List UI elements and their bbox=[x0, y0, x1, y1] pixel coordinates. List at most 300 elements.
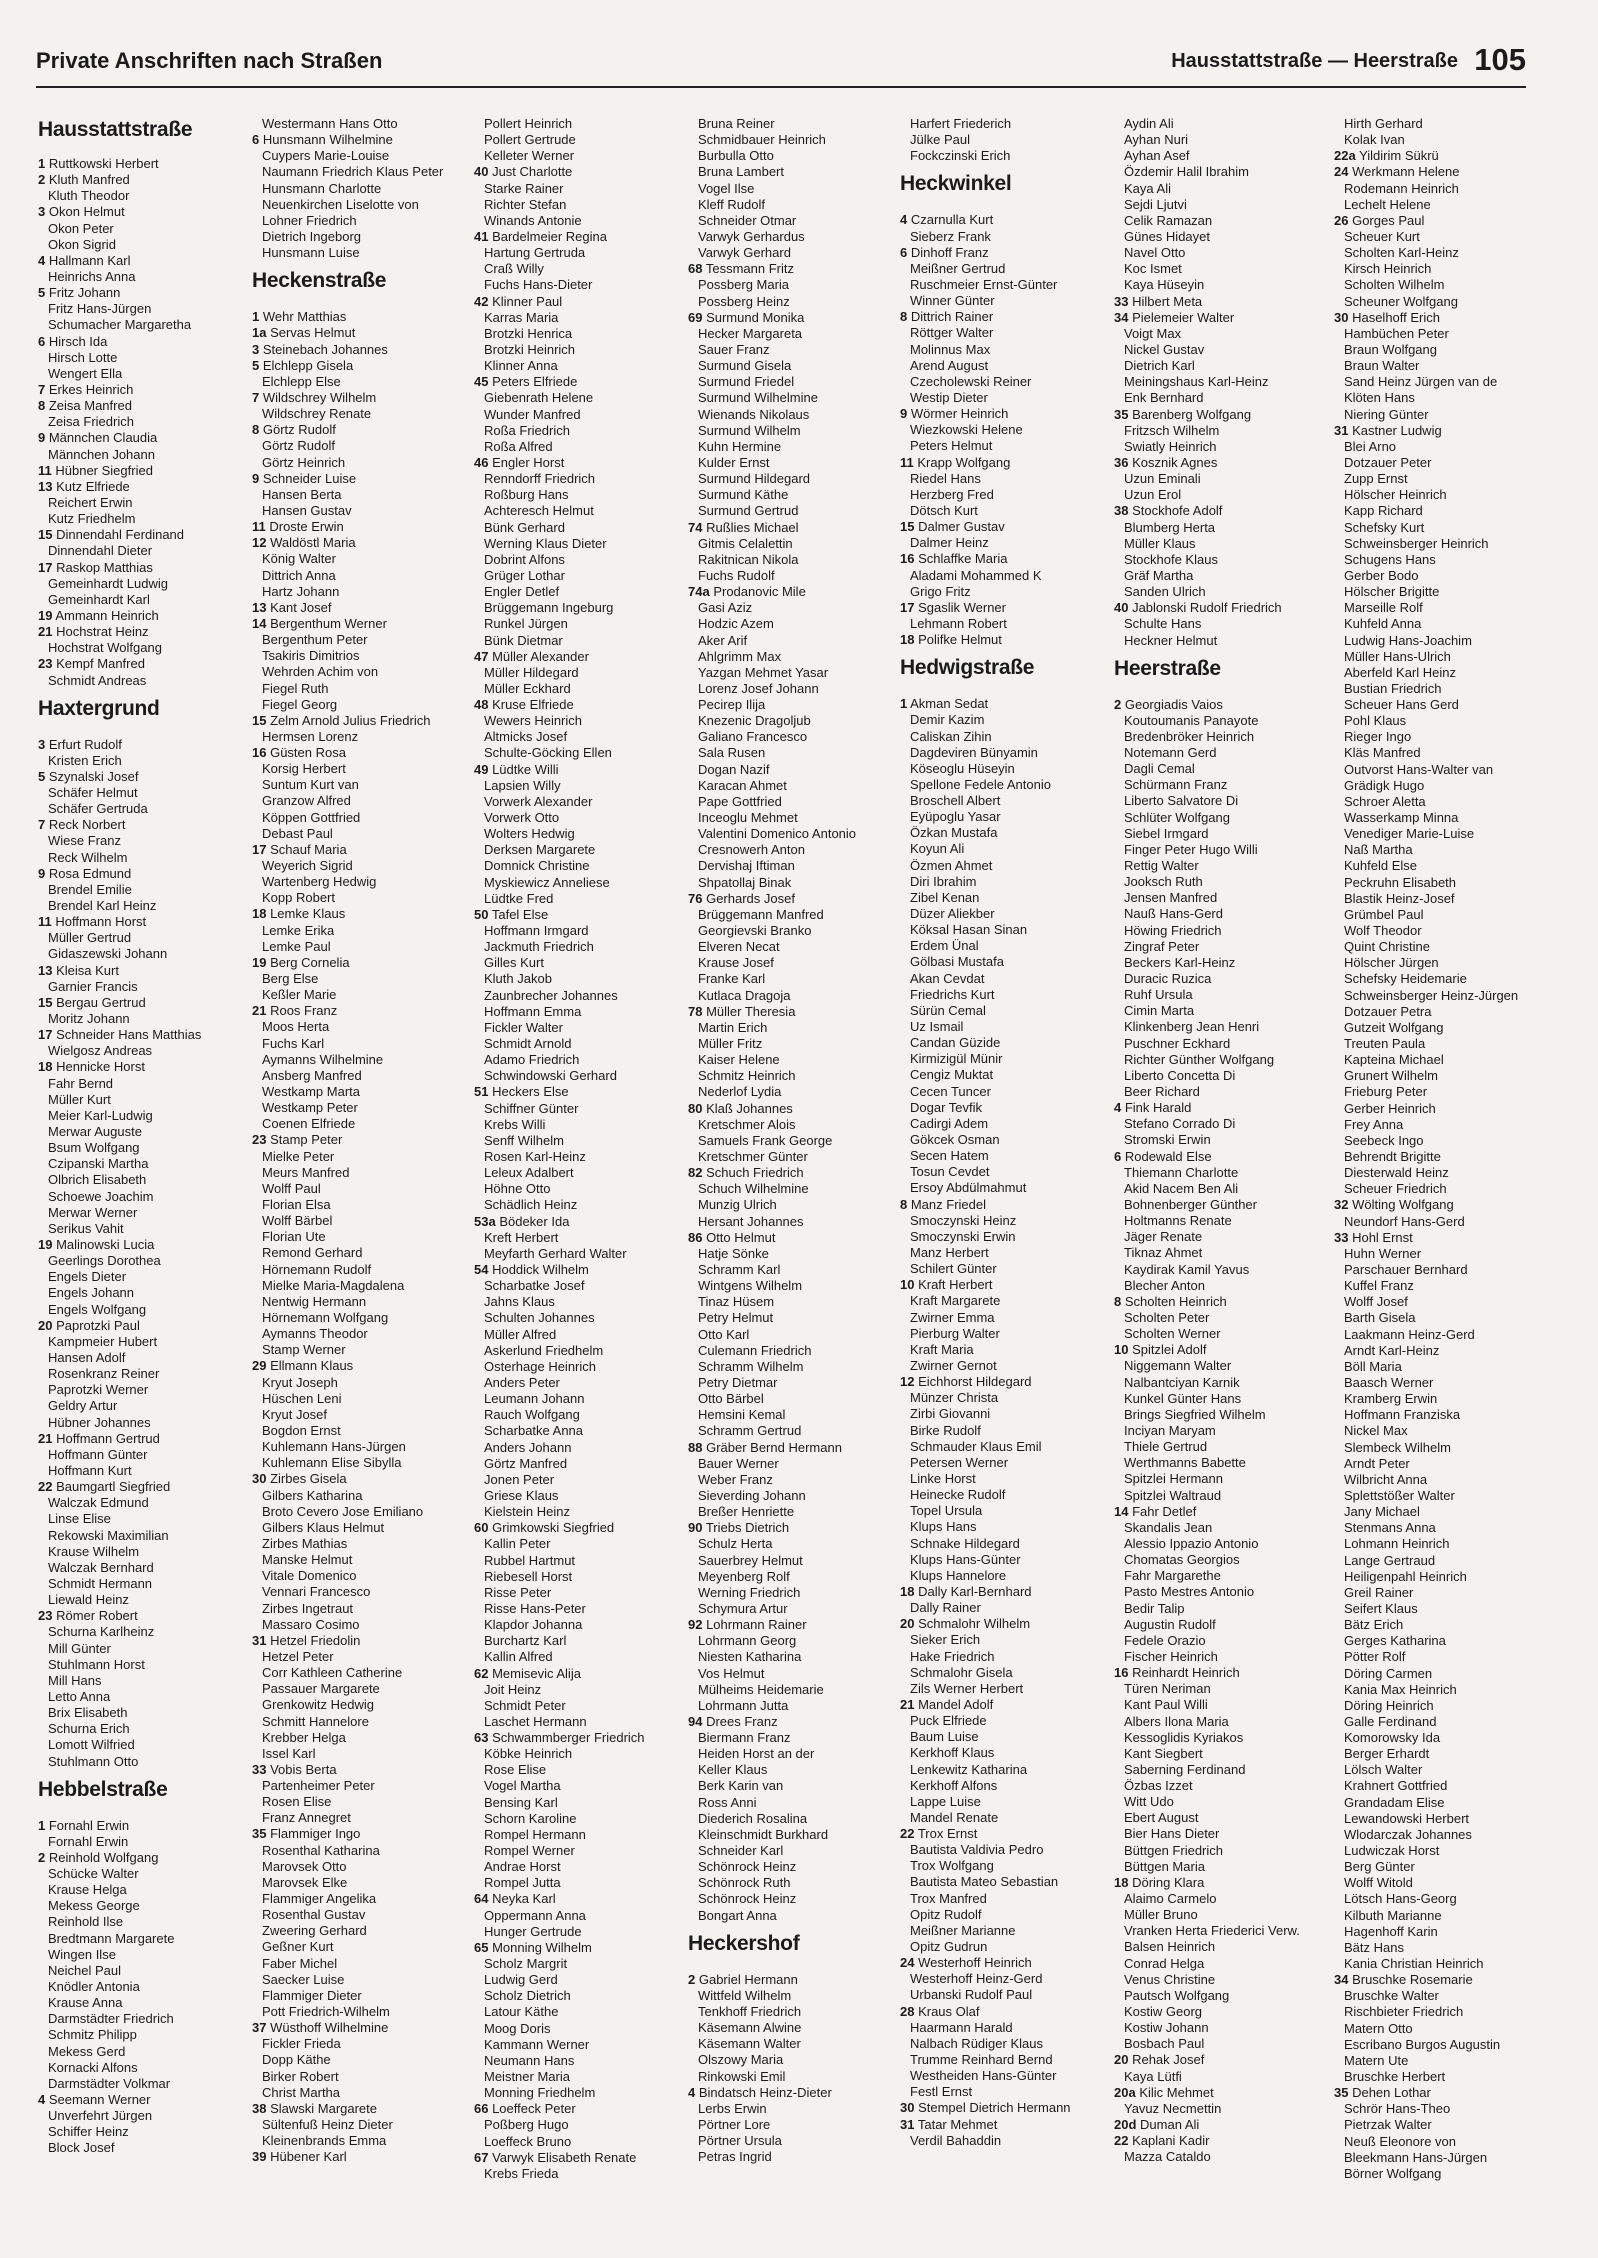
resident-entry: Müller Hildegard bbox=[484, 664, 579, 680]
resident-name: Haselhoff Erich bbox=[1348, 309, 1440, 325]
resident-name: Kraus Olaf bbox=[914, 2003, 980, 2019]
house-number: 1 bbox=[38, 156, 46, 171]
resident-entry: Klups Hans-Günter bbox=[910, 1551, 1021, 1567]
resident-entry: Beckers Karl-Heinz bbox=[1124, 954, 1236, 970]
resident-entry: Fiegel Georg bbox=[262, 696, 338, 712]
resident-entry: Hochstrat Wolfgang bbox=[48, 640, 162, 656]
resident-entry: Kluth Jakob bbox=[484, 971, 552, 987]
house-number: 1 bbox=[252, 309, 260, 325]
resident-entry: Wartenberg Hedwig bbox=[262, 874, 377, 890]
resident-entry: Krebber Helga bbox=[262, 1729, 346, 1745]
resident-entry: Block Josef bbox=[48, 2140, 115, 2156]
directory-column-6 bbox=[1114, 116, 1326, 2165]
resident-entry: Korsig Herbert bbox=[262, 761, 346, 777]
resident-name: Hetzel Friedolin bbox=[266, 1632, 361, 1648]
resident-entry: Haarmann Harald bbox=[910, 2019, 1013, 2035]
house-number: 3 bbox=[38, 204, 46, 220]
resident-entry: Matern Otto bbox=[1344, 2020, 1413, 2036]
resident-name: Dalmer Gustav bbox=[914, 519, 1005, 535]
house-number: 65 bbox=[474, 1939, 489, 1955]
resident-entry: Rubbel Hartmut bbox=[484, 1552, 576, 1568]
resident-entry: Seebeck Ingo bbox=[1344, 1132, 1424, 1148]
resident-entry: Gräf Martha bbox=[1124, 567, 1194, 583]
resident-entry: Pape Gottfried bbox=[698, 793, 782, 809]
resident-entry-with-house-number bbox=[1114, 2085, 1326, 2101]
resident-entry-with-house-number bbox=[252, 1132, 464, 1148]
resident-entry: Thiele Gertrud bbox=[1124, 1439, 1208, 1455]
resident-entry: Splettstößer Walter bbox=[1344, 1487, 1455, 1503]
resident-entry-with-house-number bbox=[900, 1584, 1112, 1600]
resident-entry: Kuhfeld Anna bbox=[1344, 616, 1422, 632]
resident-entry: Bruschke Herbert bbox=[1344, 2069, 1446, 2085]
resident-entry-with-house-number bbox=[252, 2020, 464, 2036]
resident-entry: Brendel Karl Heinz bbox=[48, 898, 157, 914]
resident-entry: Fickler Walter bbox=[484, 1019, 563, 1035]
resident-entry: Kilbuth Marianne bbox=[1344, 1907, 1442, 1923]
house-number: 5 bbox=[38, 768, 46, 784]
house-number: 5 bbox=[252, 357, 260, 373]
house-number: 3 bbox=[38, 736, 46, 752]
house-number: 19 bbox=[38, 1237, 53, 1252]
resident-entry-with-house-number bbox=[38, 479, 250, 495]
resident-name: Czarnulla Kurt bbox=[907, 212, 994, 228]
resident-entry-with-house-number bbox=[252, 842, 464, 858]
resident-entry: Fischer Heinrich bbox=[1124, 1648, 1218, 1664]
resident-entry: Baum Luise bbox=[910, 1729, 979, 1745]
house-number: 13 bbox=[252, 599, 267, 615]
resident-name: Müller Theresia bbox=[702, 1003, 796, 1019]
resident-entry: Kallin Peter bbox=[484, 1536, 551, 1552]
resident-entry: Merwar Auguste bbox=[48, 1124, 142, 1140]
resident-entry: Dagli Cemal bbox=[1124, 761, 1195, 777]
resident-entry: Lenkewitz Katharina bbox=[910, 1761, 1028, 1777]
resident-entry: Bredtmann Margarete bbox=[48, 1930, 175, 1946]
resident-name: Mandel Adolf bbox=[914, 1696, 994, 1712]
resident-entry: Letto Anna bbox=[48, 1688, 111, 1704]
resident-entry: Berg Günter bbox=[1344, 1859, 1415, 1875]
resident-entry: Roßa Alfred bbox=[484, 438, 553, 454]
resident-entry-with-house-number bbox=[474, 2101, 686, 2117]
resident-entry: Kolak Ivan bbox=[1344, 132, 1405, 148]
resident-name: Triebs Dietrich bbox=[702, 1520, 790, 1536]
resident-entry: Wildschrey Renate bbox=[262, 406, 372, 422]
street-heading: Heckershof bbox=[688, 1931, 800, 1955]
house-number: 8 bbox=[900, 309, 908, 325]
resident-entry: Schweinsberger Heinz-Jürgen bbox=[1344, 987, 1519, 1003]
resident-entry: Schäfer Helmut bbox=[48, 785, 138, 801]
resident-entry: Kutz Friedhelm bbox=[48, 511, 136, 527]
resident-entry: Marovsek Elke bbox=[262, 1874, 348, 1890]
house-number: 7 bbox=[38, 817, 46, 833]
resident-entry: Hoffmann Franziska bbox=[1344, 1407, 1461, 1423]
resident-entry: Lange Gertraud bbox=[1344, 1552, 1436, 1568]
resident-entry: Cimin Marta bbox=[1124, 1003, 1195, 1019]
resident-entry: Scholten Peter bbox=[1124, 1309, 1210, 1325]
house-number: 7 bbox=[252, 389, 260, 405]
house-number: 1 bbox=[38, 1817, 46, 1833]
resident-entry: Passauer Margarete bbox=[262, 1681, 380, 1697]
resident-name: Akman Sedat bbox=[907, 696, 989, 712]
house-number: 42 bbox=[474, 293, 489, 309]
resident-name: Grimkowski Siegfried bbox=[488, 1520, 615, 1536]
resident-entry: Florian Elsa bbox=[262, 1197, 331, 1212]
resident-name: Dittrich Rainer bbox=[907, 309, 994, 325]
resident-name: Ellmann Klaus bbox=[266, 1358, 354, 1374]
resident-entry: Dogar Tevfik bbox=[910, 1099, 983, 1115]
resident-name: Zelm Arnold Julius Friedrich bbox=[266, 712, 431, 728]
house-number: 13 bbox=[38, 478, 53, 494]
resident-entry: Niesten Katharina bbox=[698, 1649, 802, 1665]
resident-entry-with-house-number bbox=[252, 535, 464, 551]
resident-entry: Trox Manfred bbox=[910, 1890, 987, 1906]
resident-entry-with-house-number bbox=[38, 608, 250, 624]
resident-entry: Kluth Theodor bbox=[48, 188, 130, 204]
house-number: 8 bbox=[252, 422, 260, 438]
resident-entry: Pecirep Ilija bbox=[698, 697, 766, 713]
house-number: 30 bbox=[252, 1471, 267, 1487]
resident-entry: Komorowsky Ida bbox=[1344, 1730, 1441, 1746]
resident-name: Bruschke Rosemarie bbox=[1348, 1972, 1473, 1988]
resident-entry-with-house-number bbox=[252, 1633, 464, 1649]
resident-entry: Broto Cevero Jose Emiliano bbox=[262, 1503, 424, 1519]
resident-name: Kutz Elfriede bbox=[52, 478, 130, 494]
resident-entry-with-house-number bbox=[1114, 1665, 1326, 1681]
resident-entry: Geerlings Dorothea bbox=[48, 1253, 161, 1269]
resident-entry-with-house-number bbox=[1334, 213, 1546, 229]
resident-entry-with-house-number bbox=[252, 325, 464, 341]
house-number: 14 bbox=[252, 615, 267, 631]
resident-entry: Voigt Max bbox=[1124, 325, 1182, 341]
resident-entry: Düzer Aliekber bbox=[910, 906, 995, 922]
house-number: 35 bbox=[252, 1826, 267, 1842]
resident-entry: Döring Heinrich bbox=[1344, 1697, 1434, 1713]
resident-entry-with-house-number bbox=[900, 455, 1112, 471]
resident-entry: Moog Doris bbox=[484, 2020, 551, 2036]
resident-name: Hilbert Meta bbox=[1128, 293, 1203, 309]
resident-entry-with-house-number bbox=[474, 1666, 686, 1682]
house-number: 48 bbox=[474, 697, 489, 713]
resident-entry: Kaya Ali bbox=[1124, 180, 1171, 196]
resident-entry: Wilbricht Anna bbox=[1344, 1471, 1428, 1487]
resident-entry: Meißner Marianne bbox=[910, 1922, 1016, 1938]
resident-entry: Pörtner Lore bbox=[698, 2117, 771, 2133]
resident-entry: Dopp Käthe bbox=[262, 2052, 331, 2068]
house-number: 22 bbox=[38, 1479, 53, 1495]
resident-entry: Kretschmer Günter bbox=[698, 1149, 808, 1164]
resident-entry-with-house-number bbox=[1334, 423, 1546, 439]
resident-entry: Stamp Werner bbox=[262, 1342, 346, 1358]
resident-entry: Franke Karl bbox=[698, 971, 766, 987]
resident-entry: Oppermann Anna bbox=[484, 1907, 586, 1923]
resident-name: Hoddick Wilhelm bbox=[488, 1261, 589, 1277]
house-number: 86 bbox=[688, 1229, 703, 1245]
house-number: 11 bbox=[38, 462, 52, 478]
resident-entry: Chomatas Georgios bbox=[1124, 1552, 1240, 1568]
resident-entry: Grenkowitz Hedwig bbox=[262, 1697, 374, 1713]
resident-entry: Schweinsberger Heinrich bbox=[1344, 535, 1489, 551]
house-number: 26 bbox=[1334, 212, 1349, 228]
resident-entry: Koutoumanis Panayote bbox=[1124, 712, 1259, 728]
resident-entry: Kleinschmidt Burkhard bbox=[698, 1826, 829, 1842]
resident-entry: Bruschke Walter bbox=[1344, 1988, 1439, 2004]
resident-entry: Jackmuth Friedrich bbox=[484, 939, 594, 955]
resident-name: Bödeker Ida bbox=[495, 1213, 570, 1229]
resident-entry: Meißner Gertrud bbox=[910, 260, 1006, 276]
resident-entry: Akid Nacem Ben Ali bbox=[1124, 1180, 1239, 1196]
resident-entry-with-house-number bbox=[474, 1214, 686, 1230]
house-number: 6 bbox=[1114, 1148, 1122, 1164]
resident-entry: Navel Otto bbox=[1124, 245, 1186, 261]
resident-entry: Engler Detlef bbox=[484, 584, 560, 600]
resident-entry-with-house-number bbox=[474, 907, 686, 923]
resident-entry: Secen Hatem bbox=[910, 1148, 989, 1164]
resident-entry: Quint Christine bbox=[1344, 939, 1430, 955]
resident-entry: Niering Günter bbox=[1344, 406, 1429, 422]
house-number: 11 bbox=[900, 454, 914, 470]
resident-entry: Sültenfuß Heinz Dieter bbox=[262, 2117, 393, 2133]
resident-entry: Niggemann Walter bbox=[1124, 1358, 1232, 1374]
resident-entry: Peters Helmut bbox=[910, 438, 993, 454]
resident-entry: Treuten Paula bbox=[1344, 1036, 1426, 1052]
resident-entry: Ludwig Hans-Joachim bbox=[1344, 632, 1472, 648]
resident-entry-with-house-number bbox=[38, 1431, 250, 1447]
resident-entry: Conrad Helga bbox=[1124, 1955, 1205, 1971]
resident-entry: Bünk Dietmar bbox=[484, 632, 563, 648]
resident-entry: Vogel Martha bbox=[484, 1778, 561, 1794]
resident-entry: Inceoglu Mehmet bbox=[698, 810, 798, 826]
resident-entry: Scheuer Hans Gerd bbox=[1344, 697, 1459, 713]
resident-entry: Petry Dietmar bbox=[698, 1374, 778, 1390]
resident-entry: Hartung Gertruda bbox=[484, 245, 586, 261]
resident-entry-with-house-number bbox=[900, 1955, 1112, 1971]
resident-entry: Jooksch Ruth bbox=[1124, 874, 1203, 890]
resident-entry: Meier Karl-Ludwig bbox=[48, 1107, 153, 1123]
resident-name: Kilic Mehmet bbox=[1135, 2084, 1214, 2100]
resident-entry: Bergenthum Peter bbox=[262, 632, 368, 648]
resident-name: Szynalski Josef bbox=[45, 768, 139, 784]
resident-entry: Holtmanns Renate bbox=[1124, 1213, 1232, 1229]
resident-entry: Scholz Margrit bbox=[484, 1956, 568, 1972]
house-number: 30 bbox=[900, 2100, 915, 2116]
resident-name: Trox Ernst bbox=[914, 1826, 978, 1842]
resident-entry: Otto Bärbel bbox=[698, 1391, 764, 1407]
resident-entry: Rettig Walter bbox=[1124, 858, 1199, 874]
resident-name: Tessmann Fritz bbox=[702, 261, 794, 277]
resident-entry-with-house-number bbox=[1114, 1100, 1326, 1116]
resident-name: Manz Friedel bbox=[907, 1196, 986, 1212]
resident-entry: Surmund Gertrud bbox=[698, 503, 799, 519]
resident-entry: Flammiger Dieter bbox=[262, 1987, 362, 2003]
resident-name: Yildirim Sükrü bbox=[1355, 148, 1439, 164]
resident-entry-with-house-number bbox=[688, 584, 900, 600]
resident-entry: Reinhold Ilse bbox=[48, 1914, 124, 1930]
resident-entry: Dotzauer Peter bbox=[1344, 454, 1432, 470]
resident-name: Prodanovic Mile bbox=[709, 584, 806, 600]
resident-entry: Krahnert Gottfried bbox=[1344, 1778, 1448, 1794]
resident-entry: Olbrich Elisabeth bbox=[48, 1172, 147, 1188]
resident-entry: Zirbes Mathias bbox=[262, 1535, 348, 1551]
resident-entry: Wolters Hedwig bbox=[484, 826, 575, 842]
resident-entry: Zingraf Peter bbox=[1124, 938, 1200, 954]
resident-entry: Zwirner Emma bbox=[910, 1309, 995, 1325]
resident-name: Loeffeck Peter bbox=[488, 2101, 576, 2117]
resident-entry-with-house-number bbox=[1114, 1504, 1326, 1520]
resident-entry-with-house-number bbox=[688, 1230, 900, 1246]
resident-entry-with-house-number bbox=[252, 713, 464, 729]
resident-entry: Hoffmann Emma bbox=[484, 1003, 582, 1019]
resident-entry: Pierburg Walter bbox=[910, 1325, 1000, 1341]
resident-entry: Elchlepp Else bbox=[262, 373, 341, 389]
resident-entry: Sala Rusen bbox=[698, 745, 766, 761]
resident-name: Bardelmeier Regina bbox=[488, 228, 607, 244]
resident-entry: Wittfeld Wilhelm bbox=[698, 1987, 792, 2003]
resident-name: Ruttkowski Herbert bbox=[45, 156, 159, 171]
house-number: 51 bbox=[474, 1084, 489, 1100]
resident-entry: Fickler Frieda bbox=[262, 2036, 341, 2052]
resident-entry: Köseoglu Hüseyin bbox=[910, 760, 1015, 776]
resident-entry: Hölscher Brigitte bbox=[1344, 584, 1440, 600]
resident-entry: Heinrichs Anna bbox=[48, 268, 136, 284]
resident-entry: Rosenthal Gustav bbox=[262, 1907, 366, 1923]
resident-entry-with-house-number bbox=[900, 1374, 1112, 1390]
resident-entry-with-house-number bbox=[38, 1237, 250, 1253]
resident-name: Jablonski Rudolf Friedrich bbox=[1128, 600, 1282, 616]
resident-entry: Massaro Cosimo bbox=[262, 1616, 360, 1632]
house-number: 62 bbox=[474, 1665, 489, 1681]
resident-name: Varwyk Elisabeth Renate bbox=[488, 2149, 637, 2165]
resident-entry-with-house-number bbox=[38, 737, 250, 753]
resident-entry: Liewald Heinz bbox=[48, 1592, 129, 1608]
resident-entry-with-house-number bbox=[474, 229, 686, 245]
resident-entry: Sand Heinz Jürgen van de bbox=[1344, 374, 1498, 390]
resident-entry: Wolff Josef bbox=[1344, 1294, 1408, 1310]
resident-name: Fahr Detlef bbox=[1128, 1503, 1197, 1519]
resident-entry: Engels Dieter bbox=[48, 1269, 127, 1285]
resident-entry: Kostiw Georg bbox=[1124, 2004, 1203, 2020]
resident-entry: Uzun Eminali bbox=[1124, 471, 1201, 487]
resident-entry: Bautista Valdivia Pedro bbox=[910, 1842, 1044, 1858]
resident-entry: Vennari Francesco bbox=[262, 1584, 371, 1600]
resident-name: Reinhardt Heinrich bbox=[1128, 1665, 1240, 1681]
resident-name: Waldöstl Maria bbox=[266, 535, 356, 551]
resident-entry: Wunder Manfred bbox=[484, 406, 581, 422]
resident-entry: Topel Ursula bbox=[910, 1503, 983, 1519]
resident-entry: König Walter bbox=[262, 551, 336, 567]
resident-entry: Hörnemann Rudolf bbox=[262, 1261, 372, 1277]
resident-entry: Heiden Horst an der bbox=[698, 1746, 815, 1762]
resident-entry: Partenheimer Peter bbox=[262, 1778, 375, 1794]
resident-entry: Bautista Mateo Sebastian bbox=[910, 1874, 1059, 1890]
resident-entry: Kammann Werner bbox=[484, 2036, 590, 2052]
house-number: 49 bbox=[474, 761, 489, 777]
resident-name: Kruse Elfriede bbox=[488, 697, 574, 713]
resident-entry: Kuhlemann Hans-Jürgen bbox=[262, 1439, 406, 1455]
house-number: 35 bbox=[1334, 2085, 1349, 2101]
resident-entry-with-house-number bbox=[900, 309, 1112, 325]
resident-entry: Enk Bernhard bbox=[1124, 390, 1204, 406]
resident-entry: Käsemann Walter bbox=[698, 2036, 801, 2052]
resident-entry: Roßa Friedrich bbox=[484, 422, 570, 438]
resident-entry: Riedel Hans bbox=[910, 470, 981, 486]
resident-entry: Mandel Renate bbox=[910, 1809, 999, 1825]
resident-entry: Westheiden Hans-Günter bbox=[910, 2068, 1057, 2084]
house-number: 76 bbox=[688, 890, 703, 906]
resident-entry: Türen Neriman bbox=[1124, 1681, 1211, 1697]
resident-entry: Sauerbrey Helmut bbox=[698, 1552, 803, 1568]
resident-entry: Engels Wolfgang bbox=[48, 1301, 147, 1317]
house-number: 11 bbox=[252, 519, 266, 535]
resident-name: Drees Franz bbox=[702, 1713, 778, 1729]
resident-entry: Schulten Johannes bbox=[484, 1310, 595, 1326]
resident-entry: Bohnenberger Günther bbox=[1124, 1197, 1257, 1212]
resident-entry: Bogdon Ernst bbox=[262, 1422, 341, 1438]
resident-entry: Lorenz Josef Johann bbox=[698, 680, 819, 696]
resident-entry: Döring Carmen bbox=[1344, 1665, 1433, 1681]
resident-entry: Czecholewski Reiner bbox=[910, 373, 1032, 389]
resident-entry: Valentini Domenico Antonio bbox=[698, 826, 857, 842]
resident-entry-with-house-number bbox=[1334, 1972, 1546, 1988]
resident-entry: Schmitz Heinrich bbox=[698, 1068, 796, 1084]
resident-entry: Scholz Dietrich bbox=[484, 1988, 571, 2004]
resident-entry: Vitale Domenico bbox=[262, 1568, 357, 1584]
resident-entry: Özkan Mustafa bbox=[910, 825, 998, 841]
resident-entry: Zibel Kenan bbox=[910, 889, 980, 905]
resident-name: Kraft Herbert bbox=[914, 1277, 993, 1293]
resident-entry: Barth Gisela bbox=[1344, 1310, 1416, 1326]
resident-entry: Schürmann Franz bbox=[1124, 777, 1228, 793]
resident-entry-with-house-number bbox=[252, 132, 464, 148]
house-number: 46 bbox=[474, 454, 489, 470]
resident-entry: Ayhan Asef bbox=[1124, 148, 1190, 164]
resident-name: Eichhorst Hildegard bbox=[914, 1374, 1032, 1390]
resident-entry: Roßburg Hans bbox=[484, 487, 569, 503]
resident-entry-with-house-number bbox=[900, 696, 1112, 712]
resident-entry: Özmen Ahmet bbox=[910, 857, 993, 873]
resident-entry: Trox Wolfgang bbox=[910, 1858, 994, 1874]
resident-entry-with-house-number bbox=[688, 1617, 900, 1633]
resident-entry: Matern Ute bbox=[1344, 2052, 1409, 2068]
resident-entry: Schramm Karl bbox=[698, 1261, 781, 1277]
resident-entry: Kania Christian Heinrich bbox=[1344, 1956, 1484, 1972]
house-number: 11 bbox=[38, 914, 52, 930]
resident-entry: Granzow Alfred bbox=[262, 793, 351, 809]
house-number: 6 bbox=[38, 333, 46, 349]
house-number: 24 bbox=[900, 1955, 915, 1971]
resident-entry: Schlüter Wolfgang bbox=[1124, 809, 1230, 825]
resident-entry-with-house-number bbox=[252, 955, 464, 971]
resident-entry: Zeisa Friedrich bbox=[48, 414, 134, 430]
house-number: 17 bbox=[38, 1027, 53, 1043]
resident-name: Gerhards Josef bbox=[702, 890, 795, 906]
resident-entry: Friedrichs Kurt bbox=[910, 986, 995, 1002]
resident-entry: Jensen Manfred bbox=[1124, 890, 1218, 906]
house-number: 17 bbox=[252, 841, 267, 857]
resident-entry: Burbulla Otto bbox=[698, 148, 774, 164]
resident-entry: Elveren Necat bbox=[698, 939, 780, 955]
resident-entry-with-house-number bbox=[38, 398, 250, 414]
resident-entry: Achteresch Helmut bbox=[484, 503, 594, 519]
resident-entry: Laschet Hermann bbox=[484, 1713, 587, 1729]
house-number: 2 bbox=[38, 172, 46, 188]
resident-entry: Brotzki Heinrich bbox=[484, 341, 576, 357]
resident-entry: Hecker Margareta bbox=[698, 325, 803, 341]
resident-entry: Birke Rudolf bbox=[910, 1422, 981, 1438]
resident-entry: Schmidt Andreas bbox=[48, 672, 147, 688]
resident-entry: Florian Ute bbox=[262, 1229, 326, 1245]
resident-name: Wölting Wolfgang bbox=[1348, 1197, 1454, 1213]
resident-entry: Lüdtke Fred bbox=[484, 890, 554, 906]
resident-entry: Stockhofe Klaus bbox=[1124, 551, 1218, 567]
